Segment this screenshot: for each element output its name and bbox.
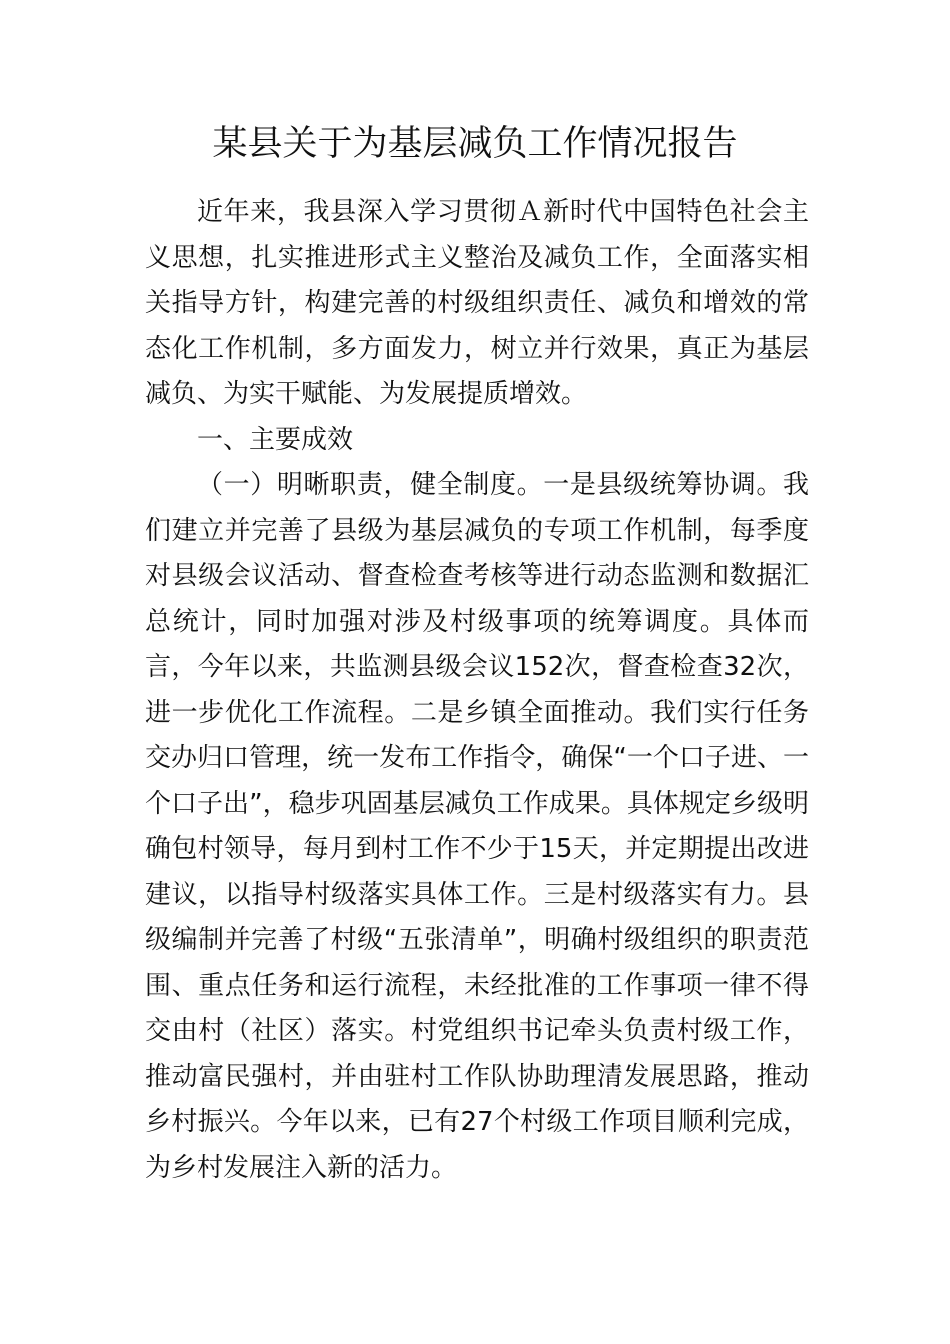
- section-paragraph: （一）明晰职责，健全制度。一是县级统筹协调。我们建立并完善了县级为基层减负的专项工作机制，每季度对县级会议活动、督查检查考核等进行动态监测和数据汇总统计，同时加强对涉及村级事项的统筹调度。具体而言，今年以来，共监测县级会议152次，督查检查32次，进一步优化工作流程。二是乡镇全面推动。我们实行任务交办归口管理，统一发布工作指令，确保“一个口子进、一个口子出”，稳步巩固基层减负工作成果。具体规定乡级明确包村领导，每月到村工作不少于15天，并定期提出改进建议，以指导村级落实具体工作。三是村级落实有力。县级编制并完善了村级“五张清单”，明确村级组织的职责范围、重点任务和运行流程，未经批准的工作事项一律不得交由村（社区）落实。村党组织书记牵头负责村级工作，推动富民强村，并由驻村工作队协助理清发展思路，推动乡村振兴。今年以来，已有27个村级工作项目顺利完成，为乡村发展注入新的活力。: [145, 470, 809, 1183]
- document-body: [145, 190, 809, 1191]
- section-heading: 一、主要成效: [197, 424, 354, 455]
- document-title: 某县关于为基层减负工作情况报告: [212, 124, 738, 164]
- intro-paragraph: 近年来，我县深入学习贯彻Ａ新时代中国特色社会主义思想，扎实推进形式主义整治及减负工作，全面落实相关指导方针，构建完善的村级组织责任、减负和增效的常态化工作机制，多方面发力，树立并行效果，真正为基层减负、为实干赋能、为发展提质增效。: [145, 197, 809, 409]
